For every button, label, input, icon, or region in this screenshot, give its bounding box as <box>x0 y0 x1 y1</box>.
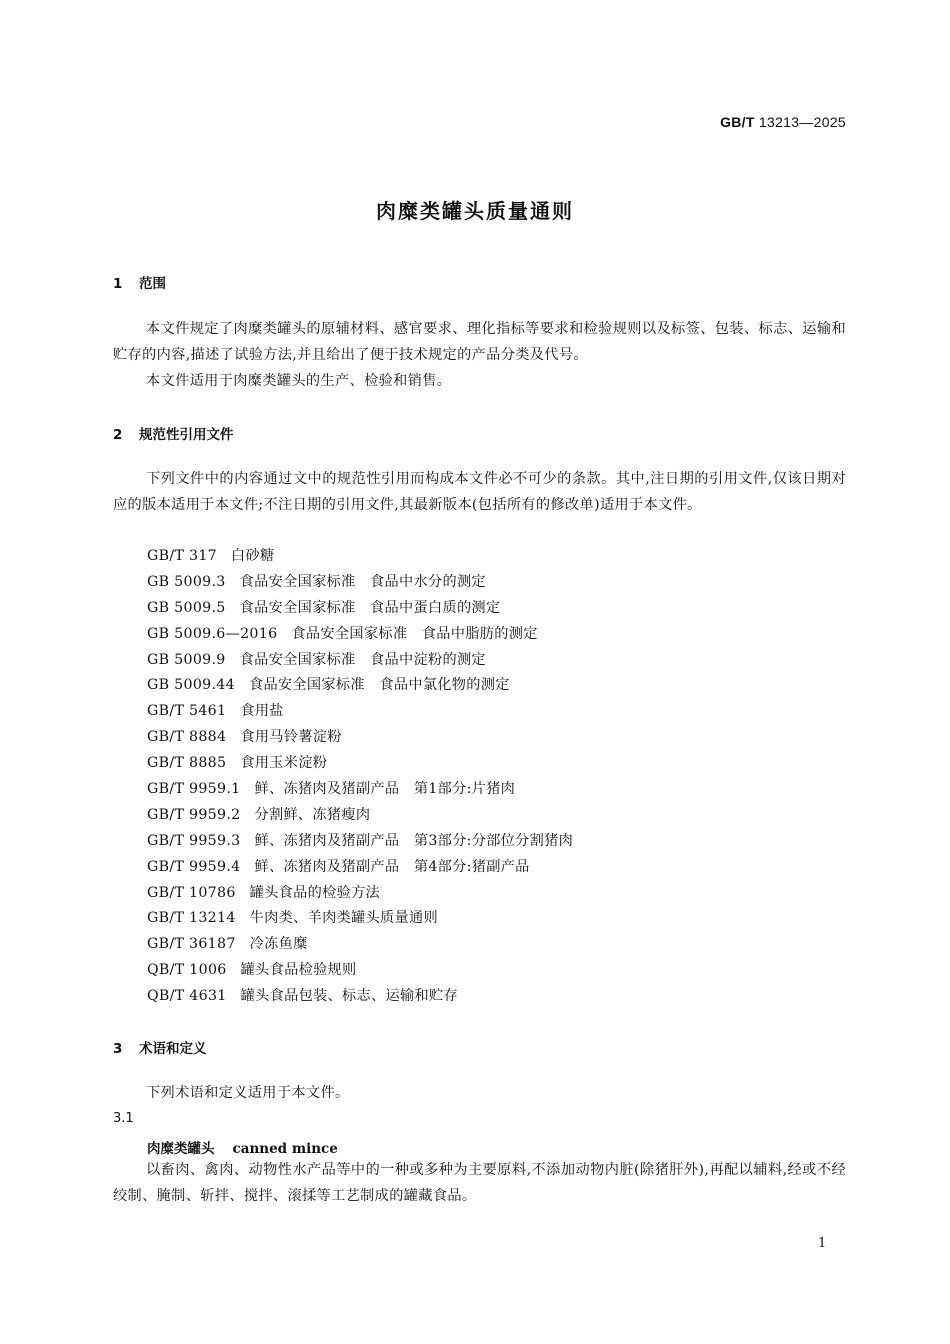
reference-code: GB 5009.3 <box>147 573 226 590</box>
reference-code: QB/T 4631 <box>147 988 227 1005</box>
section-heading-scope <box>113 272 166 292</box>
reference-title: 鲜、冻猪肉及猪副产品 第1部分:片猪肉 <box>254 781 516 798</box>
term-entry <box>147 1137 338 1157</box>
reference-title: 食品安全国家标准 食品中蛋白质的测定 <box>239 599 501 616</box>
reference-item <box>147 570 573 596</box>
reference-title: 食用玉米淀粉 <box>240 755 328 772</box>
section-title: 规范性引用文件 <box>139 427 234 443</box>
term-definition: 以畜肉、禽肉、动物性水产品等中的一种或多种为主要原料,不添加动物内脏(除猪肝外),再配以辅料,经或不经绞制、腌制、斩拌、搅拌、滚揉等工艺制成的罐藏食品。 <box>113 1162 846 1204</box>
scope-applicability-paragraph: 本文件适用于肉糜类罐头的生产、检验和销售。 <box>146 373 452 389</box>
reference-item <box>147 622 573 648</box>
reference-item <box>147 673 573 699</box>
section-heading-terms-definitions <box>113 1037 207 1057</box>
reference-code: GB/T 8884 <box>147 729 227 746</box>
section-heading-normative-references <box>113 423 234 443</box>
reference-title: 罐头食品检验规则 <box>240 962 357 979</box>
reference-code: GB/T 9959.4 <box>147 858 241 875</box>
reference-item <box>147 829 573 855</box>
reference-item <box>147 984 573 1010</box>
reference-title: 食用盐 <box>240 703 284 720</box>
reference-title: 食品安全国家标准 食品中脂肪的测定 <box>291 625 538 642</box>
reference-list <box>147 544 573 1010</box>
reference-code: GB/T 9959.2 <box>147 806 241 823</box>
reference-item <box>147 725 573 751</box>
reference-title: 食品安全国家标准 食品中水分的测定 <box>239 573 486 590</box>
reference-title: 食用马铃薯淀粉 <box>240 729 342 746</box>
reference-title: 罐头食品包装、标志、运输和贮存 <box>240 988 458 1005</box>
standard-code <box>720 114 846 130</box>
reference-title: 鲜、冻猪肉及猪副产品 第3部分:分部位分割猪肉 <box>254 832 574 849</box>
reference-code: GB/T 36187 <box>147 936 236 953</box>
section-title: 术语和定义 <box>139 1041 207 1057</box>
reference-code: GB/T 10786 <box>147 884 236 901</box>
term-chinese: 肉糜类罐头 <box>147 1141 215 1157</box>
reference-title: 牛肉类、羊肉类罐头质量通则 <box>249 910 438 927</box>
reference-title: 白砂糖 <box>231 548 275 564</box>
reference-item <box>147 958 573 984</box>
standard-prefix: GB/T <box>720 114 755 130</box>
reference-code: GB/T 8885 <box>147 755 227 772</box>
reference-item <box>147 881 573 907</box>
standard-number: 13213—2025 <box>758 114 846 130</box>
reference-code: GB/T 5461 <box>147 703 227 720</box>
reference-item <box>147 932 573 958</box>
reference-item <box>147 751 573 777</box>
reference-title: 食品安全国家标准 食品中氯化物的测定 <box>248 677 510 694</box>
reference-title: 食品安全国家标准 食品中淀粉的测定 <box>239 651 486 668</box>
scope-paragraph: 本文件规定了肉糜类罐头的原辅材料、感官要求、理化指标等要求和检验规则以及标签、包装、标志、运输和贮存的内容,描述了试验方法,并且给出了便于技术规定的产品分类及代号。 <box>113 321 846 363</box>
reference-title: 罐头食品的检验方法 <box>249 884 381 901</box>
document-title: 肉糜类罐头质量通则 <box>376 199 574 223</box>
reference-item <box>147 699 573 725</box>
reference-title: 冷冻鱼糜 <box>249 936 308 953</box>
term-number: 3.1 <box>113 1111 134 1126</box>
reference-code: GB 5009.9 <box>147 651 226 668</box>
section-number: 2 <box>113 427 123 443</box>
reference-item <box>147 777 573 803</box>
section-number: 1 <box>113 276 123 292</box>
page-number: 1 <box>818 1236 827 1251</box>
reference-title: 鲜、冻猪肉及猪副产品 第4部分:猪副产品 <box>254 858 530 875</box>
reference-code: QB/T 1006 <box>147 962 227 979</box>
reference-code: GB 5009.5 <box>147 599 226 616</box>
reference-code: GB/T 9959.3 <box>147 832 241 849</box>
reference-code: GB/T 13214 <box>147 910 236 927</box>
reference-item <box>147 596 573 622</box>
references-intro-paragraph: 下列文件中的内容通过文中的规范性引用而构成本文件必不可少的条款。其中,注日期的引用文件,仅该日期对应的版本适用于本文件;不注日期的引用文件,其最新版本(包括所有的修改单)适用于本文件。 <box>113 471 846 513</box>
reference-item <box>147 906 573 932</box>
reference-title: 分割鲜、冻猪瘦肉 <box>254 806 371 823</box>
terms-intro-paragraph: 下列术语和定义适用于本文件。 <box>146 1085 350 1101</box>
reference-code: GB/T 9959.1 <box>147 781 241 798</box>
reference-item <box>147 855 573 881</box>
reference-code: GB 5009.44 <box>147 677 235 694</box>
section-title: 范围 <box>139 276 166 292</box>
reference-code: GB 5009.6—2016 <box>147 625 278 642</box>
reference-code: GB/T 317 <box>147 548 217 564</box>
section-number: 3 <box>113 1041 123 1057</box>
term-english: canned mince <box>232 1141 338 1157</box>
reference-item <box>147 648 573 674</box>
reference-item <box>147 544 573 570</box>
reference-item <box>147 803 573 829</box>
